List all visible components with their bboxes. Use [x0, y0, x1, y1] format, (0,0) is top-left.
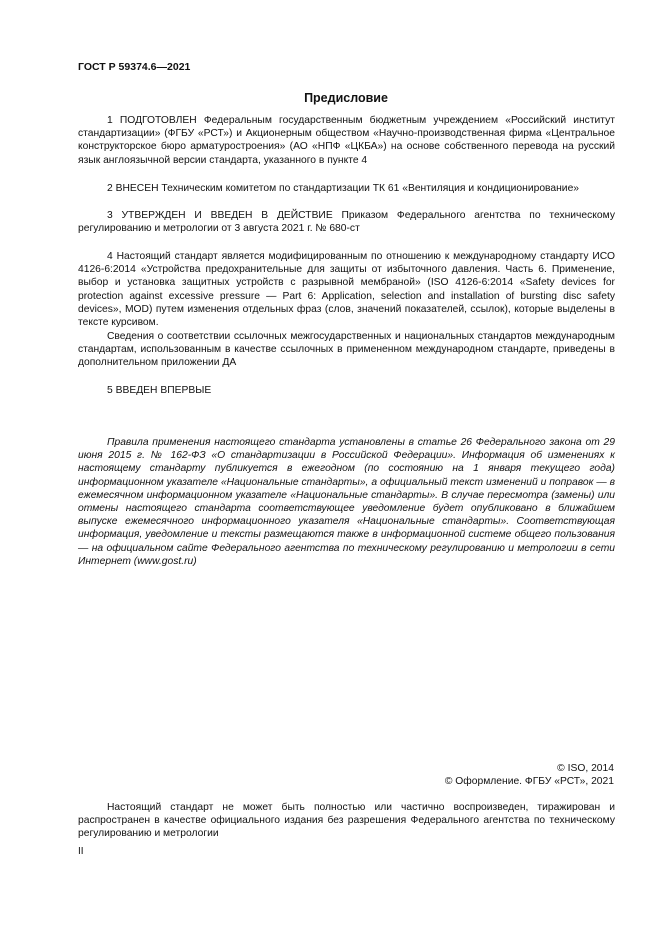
page-number: II	[78, 846, 84, 857]
paragraph-approved: 3 УТВЕРЖДЕН И ВВЕДЕН В ДЕЙСТВИЕ Приказом Федерального агентства по техническому регулированию и метрологии от 3 августа 2021 г. № 680-ст	[78, 210, 615, 235]
paragraph-modified-standard: 4 Настоящий стандарт является модифицированным по отношению к международному стандарту ИСО 4126-6:2014 «Устройства предохранительные для защиты от избыточного давления. Часть 6. Применение, выбор и установка защитных устройств с разрывной мембраной» (ISO 4126-6:2014 «Safety devices for protection against excessive pressure — Part 6: Application, selection and installation of bursting disc safety devices», MOD) путем изменения отдельных фраз (слов, значений показателей, ссылок), которые выделены в тексте курсивом.	[78, 251, 615, 329]
paragraph-first-introduced: 5 ВВЕДЕН ВПЕРВЫЕ	[107, 385, 212, 396]
standard-id-header: ГОСТ Р 59374.6—2021	[78, 61, 191, 73]
copyright-design: © Оформление. ФГБУ «РСТ», 2021	[444, 776, 614, 787]
page-title: Предисловие	[304, 91, 388, 105]
reproduction-notice: Настоящий стандарт не может быть полностью или частично воспроизведен, тиражирован и распространен в качестве официального издания без разрешения Федерального агентства по техническому регулированию и метрологии	[78, 802, 615, 840]
rules-notice: Правила применения настоящего стандарта установлены в статье 26 Федерального закона от 29 июня 2015 г. № 162-ФЗ «О стандартизации в Российской Федерации». Информация об изменениях к настоящему стандарту публикуется в ежегодном (по состоянию на 1 января текущего года) информационном указателе «Национальные стандарты», а официальный текст изменений и поправок — в ежемесячном информационном указателе «Национальные стандарты». В случае пересмотра (замены) или отмены настоящего стандарта соответствующее уведомление будет опубликовано в ближайшем выпуске ежемесячного информационного указателя «Национальные стандарты». Соответствующая информация, уведомление и тексты размещаются также в информационной системе общего пользования — на официальном сайте Федерального агентства по техническому регулированию и метрологии в сети Интернет (www.gost.ru)	[78, 437, 615, 567]
paragraph-prepared-by: 1 ПОДГОТОВЛЕН Федеральным государственным бюджетным учреждением «Российский институт стандартизации» (ФГБУ «РСТ») и Акционерным обществом «Научно-производственная фирма «Центральное конструкторское бюро арматуростроения» (АО «НПФ «ЦКБА») на основе собственного перевода на русский язык англоязычной версии стандарта, указанного в пункте 4	[78, 115, 615, 166]
paragraph-references: Сведения о соответствии ссылочных межгосударственных и национальных стандартов международным стандартам, использованным в качестве ссылочных в примененном международном стандарте, приведены в дополнительном приложении ДА	[78, 331, 615, 369]
paragraph-submitted-by: 2 ВНЕСЕН Техническим комитетом по стандартизации ТК 61 «Вентиляция и кондиционирование»	[107, 183, 580, 194]
copyright-iso: © ISO, 2014	[557, 763, 614, 774]
